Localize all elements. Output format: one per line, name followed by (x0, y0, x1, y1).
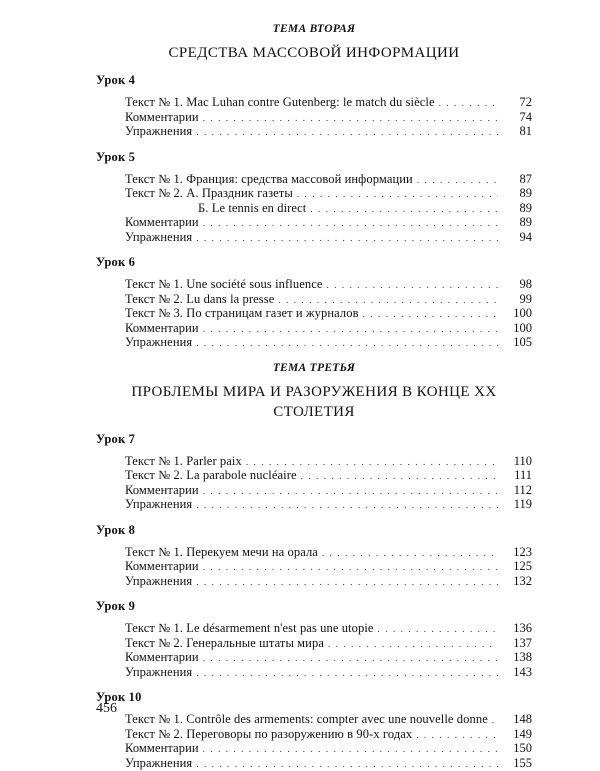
entry-label: Текст № 1. Contrôle des armements: compter avec une nouvelle donne (125, 712, 488, 727)
theme-section-2 (96, 22, 532, 350)
entry-label: Текст № 1. Le désarmement n'est pas une utopie (125, 621, 374, 636)
dot-leader (363, 307, 498, 322)
lesson-heading: Урок 10 (96, 690, 532, 705)
dot-leader (196, 575, 498, 590)
entry-label: Упражнения (125, 574, 192, 589)
toc-entry (125, 545, 532, 560)
entry-label: Упражнения (125, 230, 192, 245)
entry-label: Упражнения (125, 335, 192, 350)
dot-leader (310, 202, 498, 217)
entry-label: Текст № 1. Une société sous influence (125, 277, 323, 292)
entry-page-number: 94 (502, 230, 532, 245)
entry-page-number: 143 (502, 665, 532, 680)
dot-leader (439, 96, 498, 111)
toc-entry (125, 574, 532, 589)
theme-title: СРЕДСТВА МАССОВОЙ ИНФОРМАЦИИ (96, 43, 532, 63)
toc-entry (125, 468, 532, 483)
toc-entry (125, 665, 532, 680)
toc-entry (125, 497, 532, 512)
entry-label: Текст № 2. А. Праздник газеты (125, 186, 293, 201)
entry-page-number: 111 (502, 468, 532, 483)
theme-section-3 (96, 361, 532, 771)
entry-page-number: 136 (502, 621, 532, 636)
toc-entry (125, 727, 532, 742)
dot-leader (327, 278, 499, 293)
entry-page-number: 150 (502, 741, 532, 756)
entry-page-number: 110 (502, 454, 532, 469)
entry-page-number: 100 (502, 321, 532, 336)
entry-page-number: 99 (502, 292, 532, 307)
toc-entry (125, 335, 532, 350)
entry-label: Б. Le tennis en direct (125, 201, 306, 216)
dot-leader (196, 757, 498, 771)
lesson-4 (96, 73, 532, 139)
entry-label: Текст № 2. Генеральные штаты мира (125, 636, 324, 651)
entry-page-number: 89 (502, 186, 532, 201)
entry-label: Комментарии (125, 215, 199, 230)
toc-entry (125, 621, 532, 636)
entry-page-number: 123 (502, 545, 532, 560)
dot-leader (328, 637, 498, 652)
entry-page-number: 112 (502, 483, 532, 498)
toc-entry (125, 636, 532, 651)
toc-entry (125, 201, 532, 216)
dot-leader (196, 666, 498, 681)
lesson-heading: Урок 4 (96, 73, 532, 88)
toc-entry (125, 230, 532, 245)
lesson-7 (96, 432, 532, 512)
entry-page-number: 89 (502, 201, 532, 216)
entry-page-number: 89 (502, 215, 532, 230)
dot-leader (492, 713, 498, 728)
lesson-heading: Урок 6 (96, 255, 532, 270)
toc-entry (125, 95, 532, 110)
toc-entry (125, 454, 532, 469)
entry-label: Текст № 1. Parler paix (125, 454, 242, 469)
lesson-6 (96, 255, 532, 350)
table-of-contents (96, 22, 532, 770)
lesson-8 (96, 523, 532, 589)
toc-entry (125, 110, 532, 125)
lesson-5 (96, 150, 532, 245)
dot-leader (196, 125, 498, 140)
toc-entry (125, 215, 532, 230)
lesson-10 (96, 690, 532, 770)
toc-entry (125, 559, 532, 574)
toc-entry (125, 124, 532, 139)
toc-entry (125, 186, 532, 201)
theme-label: ТЕМА ТРЕТЬЯ (96, 361, 532, 376)
entry-label: Упражнения (125, 756, 192, 771)
entry-label: Упражнения (125, 665, 192, 680)
toc-entry (125, 321, 532, 336)
entry-label: Комментарии (125, 321, 199, 336)
entry-page-number: 137 (502, 636, 532, 651)
entry-label: Текст № 2. Lu dans la presse (125, 292, 274, 307)
dot-leader (297, 187, 498, 202)
lesson-heading: Урок 5 (96, 150, 532, 165)
entry-page-number: 72 (502, 95, 532, 110)
dot-leader (417, 173, 498, 188)
dot-leader (203, 111, 498, 126)
theme-title: ПРОБЛЕМЫ МИРА И РАЗОРУЖЕНИЯ В КОНЦЕ XX СТОЛЕТИЯ (96, 382, 532, 422)
page-number: 456 (96, 701, 117, 717)
dot-leader (203, 322, 498, 337)
entry-label: Текст № 1. Перекуем мечи на орала (125, 545, 318, 560)
dot-leader (203, 651, 498, 666)
toc-entry (125, 741, 532, 756)
dot-leader (301, 469, 498, 484)
entry-label: Упражнения (125, 497, 192, 512)
entry-label: Комментарии (125, 483, 199, 498)
entry-label: Текст № 2. La parabole nucléaire (125, 468, 297, 483)
lesson-heading: Урок 9 (96, 599, 532, 614)
entry-page-number: 74 (502, 110, 532, 125)
entry-label: Текст № 2. Переговоры по разоружению в 90-х годах (125, 727, 412, 742)
entry-page-number: 149 (502, 727, 532, 742)
dot-leader (196, 498, 498, 513)
entry-page-number: 132 (502, 574, 532, 589)
dot-leader (203, 560, 498, 575)
entry-page-number: 148 (502, 712, 532, 727)
toc-entry (125, 292, 532, 307)
dot-leader (246, 455, 498, 470)
toc-entry (125, 306, 532, 321)
dot-leader (378, 622, 498, 637)
dot-leader (203, 742, 498, 757)
dot-leader (203, 484, 498, 499)
dot-leader (322, 546, 498, 561)
entry-label: Текст № 1. Франция: средства массовой информации (125, 172, 413, 187)
entry-label: Комментарии (125, 650, 199, 665)
toc-entry (125, 483, 532, 498)
toc-entry (125, 650, 532, 665)
entry-label: Комментарии (125, 559, 199, 574)
dot-leader (416, 728, 498, 743)
entry-label: Текст № 1. Mac Luhan contre Gutenberg: le match du siècle (125, 95, 435, 110)
entry-page-number: 119 (502, 497, 532, 512)
toc-entry (125, 712, 532, 727)
dot-leader (278, 293, 498, 308)
entry-page-number: 81 (502, 124, 532, 139)
entry-page-number: 100 (502, 306, 532, 321)
lesson-9 (96, 599, 532, 679)
entry-page-number: 87 (502, 172, 532, 187)
dot-leader (196, 231, 498, 246)
lesson-heading: Урок 8 (96, 523, 532, 538)
entry-label: Комментарии (125, 741, 199, 756)
toc-entry (125, 756, 532, 771)
dot-leader (196, 336, 498, 351)
lesson-heading: Урок 7 (96, 432, 532, 447)
entry-label: Упражнения (125, 124, 192, 139)
dot-leader (203, 216, 498, 231)
entry-label: Комментарии (125, 110, 199, 125)
toc-entry (125, 277, 532, 292)
entry-label: Текст № 3. По страницам газет и журналов (125, 306, 359, 321)
entry-page-number: 98 (502, 277, 532, 292)
entry-page-number: 125 (502, 559, 532, 574)
theme-label: ТЕМА ВТОРАЯ (96, 22, 532, 37)
entry-page-number: 155 (502, 756, 532, 771)
entry-page-number: 105 (502, 335, 532, 350)
toc-entry (125, 172, 532, 187)
entry-page-number: 138 (502, 650, 532, 665)
